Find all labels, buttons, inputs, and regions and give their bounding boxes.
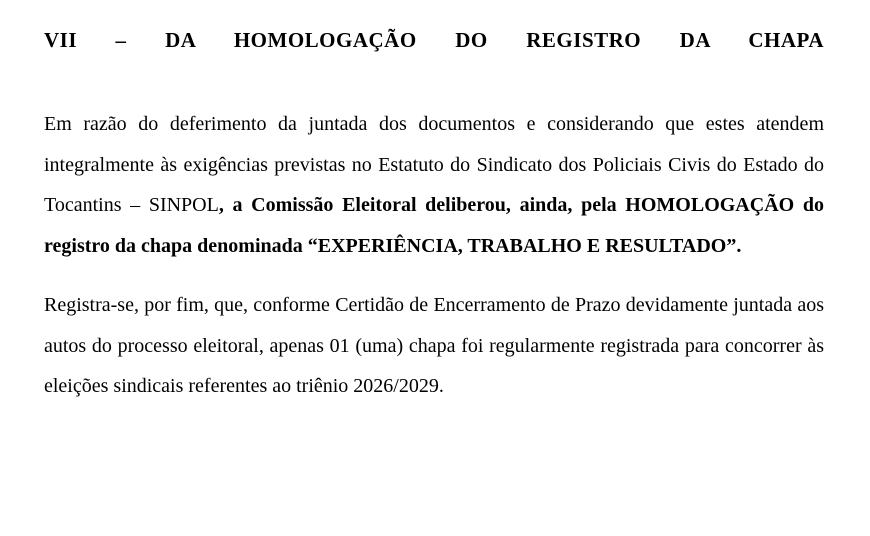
paragraph-homologation-text: Em razão do deferimento da juntada dos documentos e considerando que estes atendem integralmente às exigências previstas no Estatuto do Sindicato dos Policiais Civis do Estado do Tocantins – SINPOL <box>44 113 824 216</box>
section-heading: VII – DA HOMOLOGAÇÃO DO REGISTRO DA CHAPA <box>44 28 824 52</box>
document-section <box>44 22 824 407</box>
paragraph-registration: Registra-se, por fim, que, conforme Certidão de Encerramento de Prazo devidamente juntada aos autos do processo eleitoral, apenas 01 (uma) chapa foi regularmente registrada para concorrer às eleições sindicais referentes ao triênio 2026/2029. <box>44 294 824 397</box>
paragraph-homologation-bold-text: , a Comissão Eleitoral deliberou, ainda, pela HOMOLOGAÇÃO do registro da chapa denominada “EXPERIÊNCIA, TRABALHO E RESULTADO”. <box>44 194 824 257</box>
paragraph-homologation <box>44 104 824 266</box>
